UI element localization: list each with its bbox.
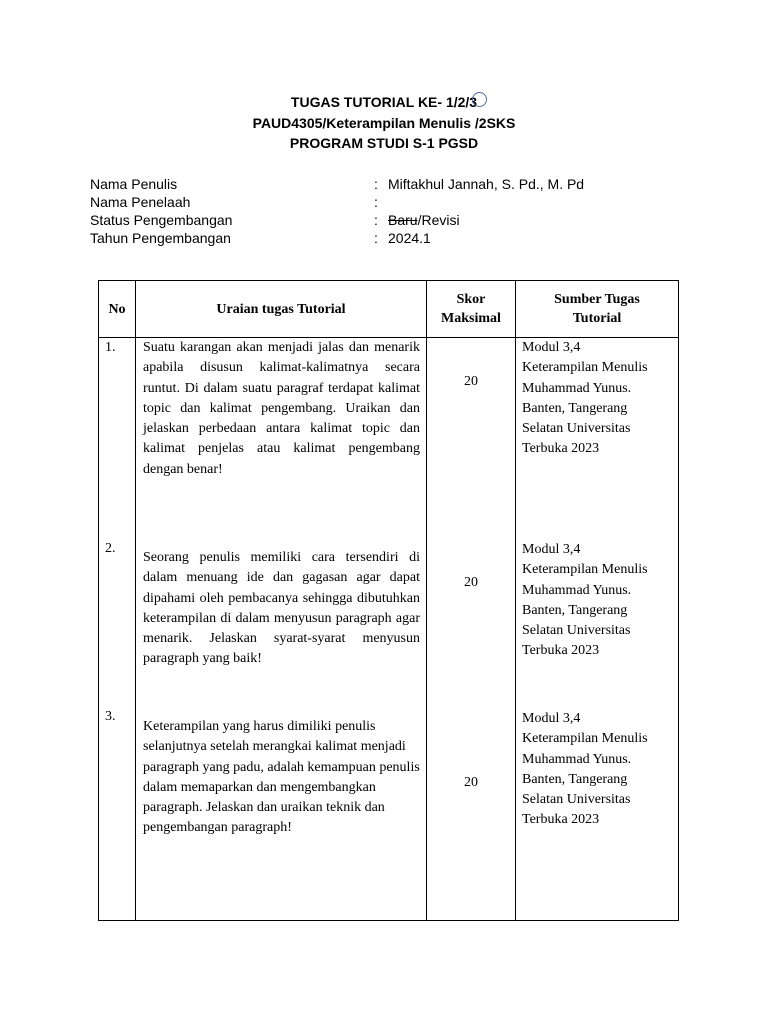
source-line: Modul 3,4 [522, 542, 581, 557]
source-line: Selatan Universitas [522, 421, 631, 437]
task-description: Keterampilan yang harus dimiliki penulis selanjutnya setelah merangkai kalimat menjadi paragraph yang padu, adalah kemampuan penulis dalam memaparkan dan mengembangkan paragraph. Jelaskan dan uraikan teknik dan pengembangan paragraph! [143, 719, 420, 836]
header-source-line-1: Sumber Tugas [554, 292, 640, 307]
max-score-value: 20 [464, 575, 478, 590]
meta-colon: : [374, 212, 378, 228]
meta-value [388, 211, 460, 229]
source-line: Banten, Tangerang [522, 771, 628, 787]
meta-label: Nama Penelaah [90, 194, 191, 210]
max-score-value: 20 [464, 374, 478, 389]
header-source-line-2: Tutorial [572, 311, 622, 326]
task-description: Seorang penulis memiliki cara tersendiri di dalam menuang ide dan gagasan agar dapat dipahami oleh pembacanya sehingga dibutuhkan keterampilan di dalam menyusun paragraph agar menarik. Jelaskan syarat-syarat menyusun paragraph yang baik! [143, 550, 420, 667]
circle-annotation-mark [472, 92, 487, 107]
source-line: Terbuka 2023 [522, 643, 600, 659]
meta-colon: : [374, 230, 378, 246]
source-line: Selatan Universitas [522, 623, 631, 639]
table-header-row [99, 281, 679, 338]
source-line: Terbuka 2023 [522, 812, 600, 828]
table-body-row [99, 338, 679, 921]
header-no: No [99, 281, 136, 338]
source-line: Modul 3,4 [522, 711, 581, 726]
tutorial-task-table [98, 280, 679, 921]
task-source [522, 540, 672, 662]
header-score-line-2: Maksimal [441, 311, 501, 326]
task-source [522, 709, 672, 831]
document-title-line-3: PROGRAM STUDI S-1 PGSD [289, 135, 479, 151]
task-number: 1. [105, 340, 116, 355]
struck-status-text: Baru [388, 212, 418, 228]
header-max-score [427, 281, 516, 338]
header-score-line-1: Skor [456, 292, 486, 307]
header-description: Uraian tugas Tutorial [136, 281, 427, 338]
source-line: Keterampilan Menulis [522, 562, 648, 578]
score-column [427, 338, 516, 921]
source-line: Muhammad Yunus. [522, 751, 632, 767]
description-column [136, 338, 427, 921]
meta-label: Status Pengembangan [90, 212, 233, 228]
document-title-line-1: TUGAS TUTORIAL KE- 1/2/3 [290, 94, 478, 110]
meta-value: 2024.1 [388, 230, 431, 246]
task-description: Suatu karangan akan menjadi jalas dan menarik apabila disusun kalimat-kalimatnya secara runtut. Di dalam suatu paragraf terdapat kalimat topic dan kalimat pengembang. Uraikan dan jelaskan perbedaan antara kalimat topic dan kalimat penjelas atau kalimat pengembang dengan benar! [143, 340, 420, 477]
source-line: Muhammad Yunus. [522, 582, 632, 598]
max-score-value: 20 [464, 775, 478, 790]
meta-label: Nama Penulis [90, 176, 178, 192]
header-source [516, 281, 679, 338]
task-number: 2. [105, 541, 116, 556]
meta-colon: : [374, 194, 378, 210]
status-text: /Revisi [417, 212, 460, 228]
task-source [522, 338, 672, 460]
source-line: Terbuka 2023 [522, 441, 600, 457]
meta-colon: : [374, 176, 378, 192]
source-line: Selatan Universitas [522, 792, 631, 808]
no-column [99, 338, 136, 921]
source-line: Muhammad Yunus. [522, 380, 632, 396]
task-number: 3. [105, 709, 116, 724]
source-line: Banten, Tangerang [522, 400, 628, 416]
meta-label: Tahun Pengembangan [90, 230, 231, 246]
document-title-line-2: PAUD4305/Keterampilan Menulis /2SKS [252, 115, 516, 131]
source-column [516, 338, 679, 921]
source-line: Modul 3,4 [522, 340, 581, 355]
source-line: Banten, Tangerang [522, 602, 628, 618]
source-line: Keterampilan Menulis [522, 360, 648, 376]
meta-value: Miftakhul Jannah, S. Pd., M. Pd [388, 176, 585, 192]
source-line: Keterampilan Menulis [522, 731, 648, 747]
